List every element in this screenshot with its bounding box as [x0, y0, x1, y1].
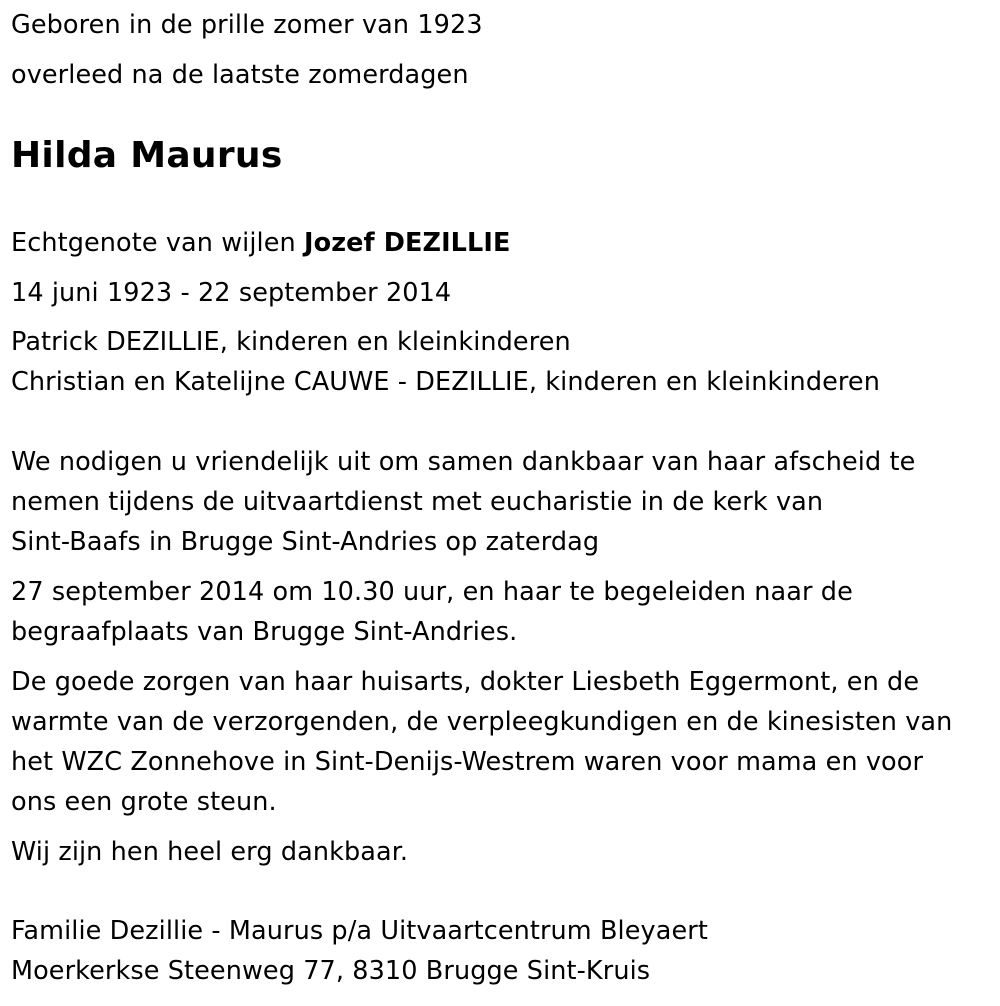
spouse-line: [11, 228, 510, 258]
gratitude-line: Wij zijn hen heel erg dankbaar.: [11, 837, 409, 867]
life-dates: 14 juni 1923 - 22 september 2014: [11, 278, 452, 308]
thanks-line-3: het WZC Zonnehove in Sint-Denijs-Westrem waren voor mama en voor: [11, 747, 924, 777]
spouse-prefix: Echtgenote van wijlen: [11, 228, 304, 258]
thanks-line-4: ons een grote steun.: [11, 787, 277, 817]
thanks-line-1: De goede zorgen van haar huisarts, dokter Liesbeth Eggermont, en de: [11, 667, 920, 697]
address-line-2: Moerkerkse Steenweg 77, 8310 Brugge Sint-Kruis: [11, 956, 651, 986]
address-line-1: Familie Dezillie - Maurus p/a Uitvaartcentrum Bleyaert: [11, 916, 708, 946]
ceremony-line-1: 27 september 2014 om 10.30 uur, en haar te begeleiden naar de: [11, 577, 853, 607]
invitation-line-2: nemen tijdens de uitvaartdienst met eucharistie in de kerk van: [11, 487, 824, 517]
thanks-line-2: warmte van de verzorgenden, de verpleegkundigen en de kinesisten van: [11, 707, 953, 737]
spouse-name: Jozef DEZILLIE: [303, 228, 511, 258]
deceased-name: Hilda Maurus: [11, 135, 283, 176]
invitation-line-1: We nodigen u vriendelijk uit om samen dankbaar van haar afscheid te: [11, 447, 916, 477]
intro-line-2: overleed na de laatste zomerdagen: [11, 60, 469, 90]
family-line-2: Christian en Katelijne CAUWE - DEZILLIE, kinderen en kleinkinderen: [11, 367, 880, 397]
ceremony-line-2: begraafplaats van Brugge Sint-Andries.: [11, 617, 518, 647]
family-line-1: Patrick DEZILLIE, kinderen en kleinkinderen: [11, 327, 571, 357]
intro-line-1: Geboren in de prille zomer van 1923: [11, 10, 483, 40]
invitation-line-3: Sint-Baafs in Brugge Sint-Andries op zaterdag: [11, 527, 600, 557]
